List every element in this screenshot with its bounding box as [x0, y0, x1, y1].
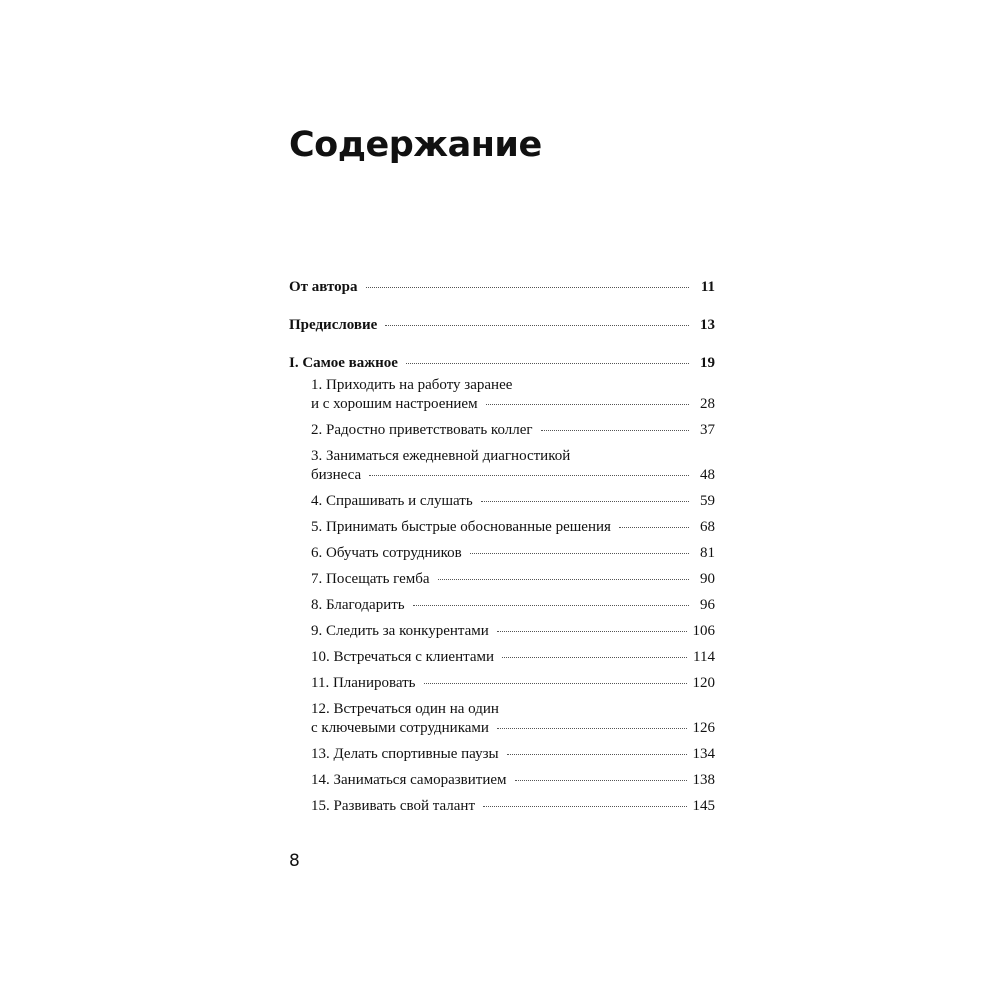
toc-page-number: 90	[700, 571, 715, 587]
toc-item	[289, 376, 715, 414]
toc-item	[289, 771, 715, 790]
toc-entry-title: 4. Спрашивать и слушать	[311, 493, 473, 509]
dot-leader	[486, 404, 689, 405]
toc-entry-title: Предисловие	[289, 317, 378, 333]
toc-page-number: 59	[700, 493, 715, 509]
toc-page-number: 48	[700, 467, 715, 483]
toc-item	[289, 700, 715, 738]
toc-item	[289, 674, 715, 693]
toc-page-number: 37	[700, 422, 715, 438]
toc-page-number: 114	[693, 649, 715, 665]
toc-entry-title: 3. Заниматься ежедневной диагностикой	[311, 448, 571, 464]
toc-item	[289, 447, 715, 485]
toc-section	[289, 316, 715, 335]
toc-item	[289, 492, 715, 511]
table-of-contents	[289, 278, 715, 816]
dot-leader	[515, 780, 687, 781]
toc-page-number: 134	[692, 746, 715, 762]
toc-entry-title: I. Самое важное	[289, 355, 398, 371]
dot-leader	[541, 430, 689, 431]
toc-item	[289, 596, 715, 615]
toc-entry-title: 9. Следить за конкурентами	[311, 623, 489, 639]
toc-page-number: 13	[700, 317, 715, 333]
toc-page-number: 11	[700, 279, 715, 295]
toc-entry-title: От автора	[289, 279, 358, 295]
toc-entry-title: 11. Планировать	[311, 675, 416, 691]
toc-item	[289, 570, 715, 589]
toc-entry-title: с ключевыми сотрудниками	[311, 720, 489, 736]
toc-entry-title: 1. Приходить на работу заранее	[311, 377, 513, 393]
toc-page-number: 126	[692, 720, 715, 736]
toc-page-number: 120	[692, 675, 715, 691]
toc-page-number: 68	[700, 519, 715, 535]
toc-item	[289, 421, 715, 440]
dot-leader	[470, 553, 689, 554]
toc-item	[289, 544, 715, 563]
toc-item	[289, 745, 715, 764]
toc-page-number: 145	[692, 798, 715, 814]
dot-leader	[497, 728, 687, 729]
toc-entry-title: 6. Обучать сотрудников	[311, 545, 462, 561]
page-title: Содержание	[289, 125, 542, 165]
toc-page-number: 106	[692, 623, 715, 639]
dot-leader	[481, 501, 689, 502]
toc-item	[289, 797, 715, 816]
toc-page-number: 81	[700, 545, 715, 561]
toc-section	[289, 278, 715, 297]
toc-entry-title: 14. Заниматься саморазвитием	[311, 772, 507, 788]
toc-entry-title: 7. Посещать гемба	[311, 571, 430, 587]
dot-leader	[502, 657, 687, 658]
page-number: 8	[289, 851, 300, 871]
dot-leader	[497, 631, 687, 632]
dot-leader	[366, 287, 689, 288]
toc-entry-title: 10. Встречаться с клиентами	[311, 649, 495, 665]
toc-item	[289, 518, 715, 537]
toc-item	[289, 648, 715, 667]
dot-leader	[413, 605, 689, 606]
dot-leader	[406, 363, 689, 364]
toc-entry-title: 8. Благодарить	[311, 597, 405, 613]
toc-entry-title: бизнеса	[311, 467, 362, 483]
toc-page-number: 19	[700, 355, 715, 371]
toc-section	[289, 354, 715, 373]
dot-leader	[369, 475, 689, 476]
dot-leader	[507, 754, 687, 755]
toc-page-number: 28	[700, 396, 715, 412]
dot-leader	[385, 325, 689, 326]
toc-page-number: 96	[700, 597, 715, 613]
toc-entry-title: и с хорошим настроением	[311, 396, 478, 412]
toc-entry-title: 13. Делать спортивные паузы	[311, 746, 499, 762]
toc-item	[289, 622, 715, 641]
dot-leader	[483, 806, 686, 807]
dot-leader	[424, 683, 687, 684]
toc-entry-title: 15. Развивать свой талант	[311, 798, 476, 814]
toc-entry-title: 5. Принимать быстрые обоснованные решения	[311, 519, 611, 535]
dot-leader	[619, 527, 689, 528]
toc-page-number: 138	[692, 772, 715, 788]
toc-entry-title: 2. Радостно приветствовать коллег	[311, 422, 533, 438]
toc-entry-title: 12. Встречаться один на один	[311, 701, 499, 717]
dot-leader	[438, 579, 689, 580]
